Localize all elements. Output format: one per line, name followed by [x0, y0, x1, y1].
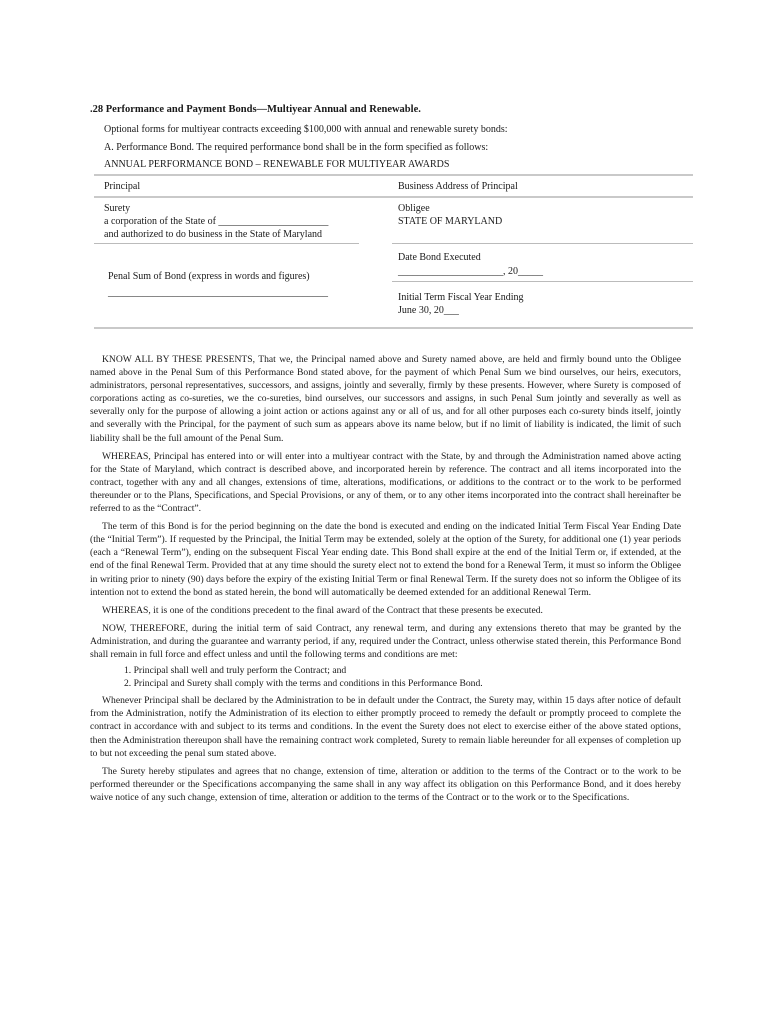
surety-rule — [94, 243, 359, 244]
obligee-rule — [392, 243, 693, 244]
intro-text: Optional forms for multiyear contracts exceeding $100,000 with annual and renewable surety bonds: — [104, 124, 508, 135]
initial-term-value: June 30, 20___ — [398, 305, 459, 316]
section-a-text: A. Performance Bond. The required performance bond shall be in the form specified as follows: — [104, 142, 489, 153]
date-executed-label: Date Bond Executed — [398, 252, 481, 263]
surety-label: Surety — [104, 203, 131, 214]
form-title: ANNUAL PERFORMANCE BOND – RENEWABLE FOR MULTIYEAR AWARDS — [104, 159, 450, 170]
surety-authorized-line: and authorized to do business in the State of Maryland — [104, 229, 323, 240]
initial-term-label: Initial Term Fiscal Year Ending — [398, 292, 524, 303]
business-address-label: Business Address of Principal — [398, 181, 518, 192]
paragraph-now-therefore: NOW, THEREFORE, during the initial term of said Contract, any renewal term, and during any extensions thereto that may be granted by the Administration, and during the guarantee and warranty period, if any, required under the Contract, unless otherwise stated therein, this Performance Bond shall remain in full force and effect unless and until the following terms and conditions are met: — [90, 622, 681, 660]
section-heading: .28 Performance and Payment Bonds—Multiyear Annual and Renewable. — [90, 104, 421, 115]
penal-sum-label: Penal Sum of Bond (express in words and figures) — [108, 271, 310, 282]
obligee-value: STATE OF MARYLAND — [398, 216, 503, 227]
date-rule — [392, 281, 693, 282]
obligee-label: Obligee — [398, 203, 430, 214]
paragraph-whereas-condition: WHEREAS, it is one of the conditions precedent to the final award of the Contract that these presents be executed. — [102, 604, 543, 616]
conditions-list — [124, 664, 681, 690]
paragraph-stipulation: The Surety hereby stipulates and agrees that no change, extension of time, alteration or addition to the terms of the Contract or to the work to be performed thereunder or the Specifications accompanying the same shall in any way affect its obligation on this Performance Bond, and it does hereby waive notice of any such change, extension of time, alteration or addition to the terms of the Contract or to the work or to the Specifications. — [90, 765, 681, 803]
date-executed-line: _____________________, 20_____ — [398, 266, 543, 277]
penal-sum-line: ____________________________________________ — [108, 287, 328, 298]
principal-label: Principal — [104, 181, 141, 192]
form-bottom-rule — [94, 327, 693, 329]
paragraph-know-all: KNOW ALL BY THESE PRESENTS, That we, the Principal named above and Surety named above, are held and firmly bound unto the Obligee named above in the Penal Sum of this Performance Bond stated above, for the payment of which Penal Sum we bind ourselves, our heirs, executors, administrators, personal representatives, successors, and assigns, jointly and severally, firmly by these presents. However, where Surety is composed of corporations acting as co-sureties, we the co-sureties, bind ourselves, our successors and assigns, in such Penal Sum jointly and severally as well as severally only for the purpose of allowing a joint action or actions against any or all of us, and for all other purposes each co-surety binds itself, jointly and severally with the Principal, for the payment of such sum as appears above its name below, but if no limit of liability is indicated, the limit of such liability shall be the full amount of the Penal Sum. — [90, 354, 681, 444]
form-top-rule — [94, 174, 693, 176]
paragraph-whereas-contract: WHEREAS, Principal has entered into or will enter into a multiyear contract with the State, by and through the Administration named above acting for the State of Maryland, which contract is described above, and incorporated herein by reference. The contract and all items incorporated into the contract, together with any and all changes, extensions of time, alterations, modifications, or additions to the contract or to the work to be performed thereunder or to the Plans, Specifications, and Special Provisions, or any of them, or to any other items incorporated into the contract shall hereinafter be referred to as the “Contract”. — [90, 450, 681, 515]
condition-item: 1. Principal shall well and truly perform the Contract; and — [124, 665, 347, 677]
bond-body-text — [90, 353, 681, 804]
surety-state-line: a corporation of the State of ______________________ — [104, 216, 329, 227]
paragraph-default: Whenever Principal shall be declared by the Administration to be in default under the Contract, the Surety may, within 15 days after notice of default from the Administration, notify the Administration of its election to either promptly proceed to remedy the default or promptly proceed to complete the contract in accordance with and subject to its terms and conditions. In the event the Surety does not elect to exercise either of the above stated options, then the Administration thereupon shall have the remaining contract work completed, Surety to remain liable hereunder for all expenses of completion up to but not exceeding the penal sum stated above. — [90, 695, 681, 759]
condition-item: 2. Principal and Surety shall comply with the terms and conditions in this Performance Bond. — [124, 678, 483, 690]
paragraph-term: The term of this Bond is for the period beginning on the date the bond is executed and ending on the indicated Initial Term Fiscal Year Ending Date (the “Initial Term”). If requested by the Principal, the Initial Term may be extended, solely at the option of the Surety, for additional one (1) year periods (each a “Renewal Term”), ending on the subsequent Fiscal Year ending date. This Bond shall expire at the end of the Initial Term or, if extended, at the end of the final Renewal Term. Provided that at any time should the surety elect not to extend the bond for a Renewal Term, it must so inform the Obligee in writing prior to ninety (90) days before the expiry of the existing Initial Term or final Renewal Term. If the surety does not so inform the Obligee of its intention not to extend the bond as stated herein, the bond will automatically be deemed extended for an additional Renewal Term. — [90, 521, 681, 598]
principal-rule — [94, 196, 693, 198]
